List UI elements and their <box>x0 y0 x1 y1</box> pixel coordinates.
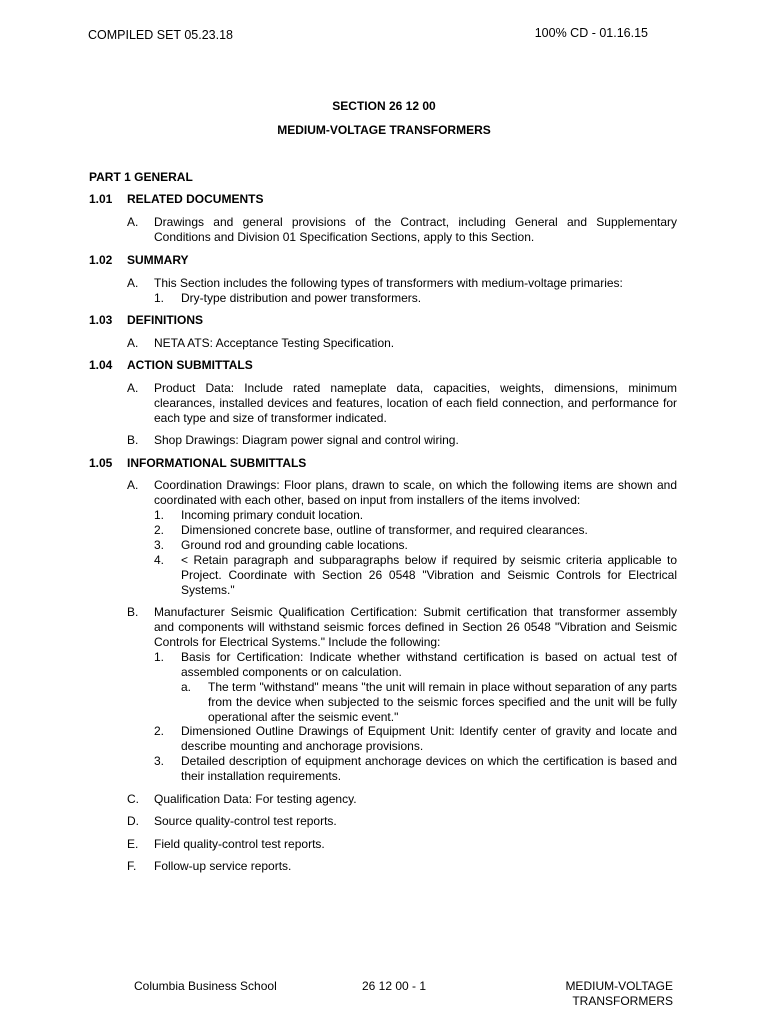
list-number: 4. <box>154 553 165 567</box>
paragraph-text: Follow-up service reports. <box>154 859 292 873</box>
list-number: 1. <box>154 650 165 664</box>
paragraph-text: Source quality-control test reports. <box>154 814 337 828</box>
list-item-text: Dry-type distribution and power transformers. <box>181 291 422 305</box>
list-letter: a. <box>181 680 192 694</box>
section-number: SECTION 26 12 00 <box>332 99 436 113</box>
list-number: 1. <box>154 508 165 522</box>
paragraph-label: A. <box>127 381 139 395</box>
paragraph-text: Manufacturer Seismic Qualification Certification: Submit certification that transformer assembly and components will withstand seismic forces defined in Section 26 0548 "Vibration and Seismic Controls for Electrical Systems." Include the following: <box>154 605 677 649</box>
footer-section-title-line1: MEDIUM-VOLTAGE <box>565 979 673 993</box>
list-number: 2. <box>154 523 165 537</box>
paragraph-text: Shop Drawings: Diagram power signal and control wiring. <box>154 433 459 447</box>
list-item-text: < Retain paragraph and subparagraphs below if required by seismic criteria applicable to Project. Coordinate with Section 26 0548 "Vibration and Seismic Controls for Electrical Systems." <box>181 553 677 597</box>
paragraph-text: This Section includes the following types of transformers with medium-voltage primaries: <box>154 276 623 290</box>
article-number: 1.03 <box>89 313 113 327</box>
article-number: 1.02 <box>89 253 113 267</box>
paragraph-label: B. <box>127 605 139 619</box>
list-item-text: Dimensioned Outline Drawings of Equipment Unit: Identify center of gravity and locate and describe mounting and anchorage provisions. <box>181 724 677 753</box>
list-number: 3. <box>154 754 165 768</box>
paragraph-label: A. <box>127 276 139 290</box>
list-item-text: Basis for Certification: Indicate whether withstand certification is based on actual test of assembled components or on calculation. <box>181 650 677 679</box>
article-title: RELATED DOCUMENTS <box>127 192 264 206</box>
list-number: 1. <box>154 291 165 305</box>
part-title: PART 1 GENERAL <box>89 170 193 184</box>
paragraph-label: A. <box>127 336 139 350</box>
paragraph-label: A. <box>127 215 139 229</box>
article-title: SUMMARY <box>127 253 189 267</box>
paragraph-text: Qualification Data: For testing agency. <box>154 792 357 806</box>
list-item-text: Incoming primary conduit location. <box>181 508 364 522</box>
article-number: 1.05 <box>89 456 113 470</box>
list-item-text: Dimensioned concrete base, outline of transformer, and required clearances. <box>181 523 588 537</box>
header-compiled-set: COMPILED SET 05.23.18 <box>88 28 233 42</box>
paragraph-label: A. <box>127 478 139 492</box>
paragraph-label: F. <box>127 859 137 873</box>
article-title: INFORMATIONAL SUBMITTALS <box>127 456 307 470</box>
paragraph-label: D. <box>127 814 139 828</box>
article-number: 1.04 <box>89 358 113 372</box>
paragraph-label: B. <box>127 433 139 447</box>
article-number: 1.01 <box>89 192 113 206</box>
footer-section-title-line2: TRANSFORMERS <box>572 994 673 1008</box>
paragraph-label: C. <box>127 792 139 806</box>
footer-project-name: Columbia Business School <box>134 979 277 993</box>
section-title: MEDIUM-VOLTAGE TRANSFORMERS <box>277 123 491 137</box>
paragraph-text: Field quality-control test reports. <box>154 837 325 851</box>
footer-section-title <box>540 979 673 1009</box>
paragraph-text: NETA ATS: Acceptance Testing Specification. <box>154 336 395 350</box>
list-number: 2. <box>154 724 165 738</box>
paragraph-text: Coordination Drawings: Floor plans, drawn to scale, on which the following items are shown and coordinated with each other, based on input from installers of the items involved: <box>154 478 677 507</box>
list-number: 3. <box>154 538 165 552</box>
article-title: ACTION SUBMITTALS <box>127 358 253 372</box>
list-item-text: Ground rod and grounding cable locations. <box>181 538 408 552</box>
paragraph-text: Drawings and general provisions of the Contract, including General and Supplementary Conditions and Division 01 Specification Sections, apply to this Section. <box>154 215 677 244</box>
footer-page-number: 26 12 00 - 1 <box>362 979 427 993</box>
paragraph-text: Product Data: Include rated nameplate data, capacities, weights, dimensions, minimum clearances, installed devices and features, location of each field connection, and performance for each type and size of transformer indicated. <box>154 381 677 425</box>
list-item-text: The term "withstand" means "the unit will remain in place without separation of any parts from the device when subjected to the seismic forces specified and the unit will be fully operational after the seismic event." <box>208 680 677 724</box>
list-item-text: Detailed description of equipment anchorage devices on which the certification is based and their installation requirements. <box>181 754 677 783</box>
paragraph-label: E. <box>127 837 139 851</box>
header-cd-date: 100% CD - 01.16.15 <box>534 26 648 40</box>
article-title: DEFINITIONS <box>127 313 204 327</box>
